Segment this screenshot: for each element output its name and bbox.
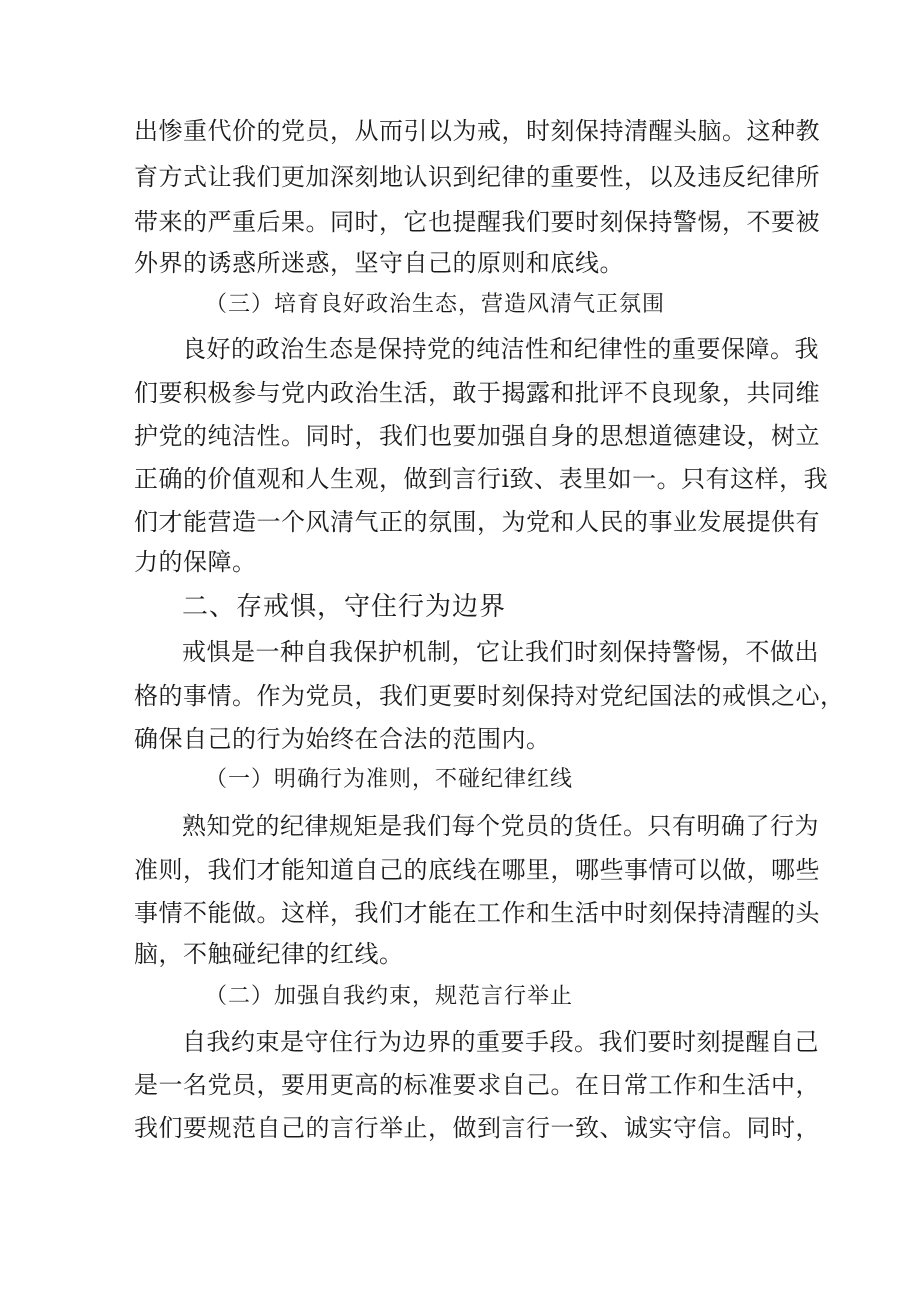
subsection-heading-3: （三）培育良好政治生态，营造风清气正氛围	[205, 292, 666, 317]
section-heading-2: 二、存戒惧，守住行为边界	[182, 592, 507, 622]
paragraph-line: 事情不能做。这样，我们才能在工作和生活中时刻保持清醒的头	[134, 899, 820, 927]
paragraph-line: 们要积极参与党内政治生活，敢于揭露和批评不良现象，共同维	[134, 379, 820, 407]
paragraph-line: 戒惧是一种自我保护机制，它让我们时刻保持警惕，不做出	[182, 638, 819, 666]
paragraph-line: 脑，不触碰纪律的红线。	[134, 940, 404, 968]
paragraph-line: 熟知党的纪律规矩是我们每个党员的货任。只有明确了行为	[182, 812, 819, 840]
paragraph-line: 带来的严重后果。同时，它也提醒我们要时刻保持警惕，不要被	[134, 208, 820, 236]
paragraph-line: 出惨重代价的党员，从而引以为戒，时刻保持清醒头脑。这种教	[134, 117, 820, 145]
paragraph-line: 护党的纯洁性。同时，我们也要加强自身的思想道德建设，树立	[134, 422, 820, 450]
paragraph-line: 准则，我们才能知道自己的底线在哪里，哪些事情可以做，哪些	[134, 856, 820, 884]
paragraph-line: 确保自己的行为始终在合法的范围内。	[134, 725, 551, 753]
paragraph-line: 良好的政治生态是保持党的纯洁性和纪律性的重要保障。我	[182, 335, 819, 363]
paragraph-line: 们才能营造一个风清气正的氛围，为党和人民的事业发展提供有	[134, 508, 820, 536]
subsection-heading-1: （一）明确行为准则，不碰纪律红线	[205, 767, 574, 792]
paragraph-line: 正确的价值观和人生观，做到言行i致、表里如一。只有这样，我	[134, 465, 829, 493]
paragraph-line: 格的事情。作为党员，我们更要时刻保持对党纪国法的戒惧之心，	[134, 682, 845, 710]
paragraph-line: 育方式让我们更加深刻地认识到纪律的重要性，以及违反纪律所	[134, 163, 820, 191]
paragraph-line: 外界的诱惑所迷惑，坚守自己的原则和底线。	[134, 249, 624, 277]
paragraph-line: 我们要规范自己的言行举止，做到言行一致、诚实守信。同时，	[134, 1114, 820, 1142]
paragraph-line: 力的保障。	[134, 548, 257, 576]
paragraph-line: 自我约束是守住行为边界的重要手段。我们要时刻提醒自己	[182, 1028, 819, 1056]
subsection-heading-2: （二）加强自我约束，规范言行举止	[205, 984, 574, 1009]
paragraph-line: 是一名党员，要用更高的标准要求自己。在日常工作和生活中，	[134, 1071, 820, 1099]
